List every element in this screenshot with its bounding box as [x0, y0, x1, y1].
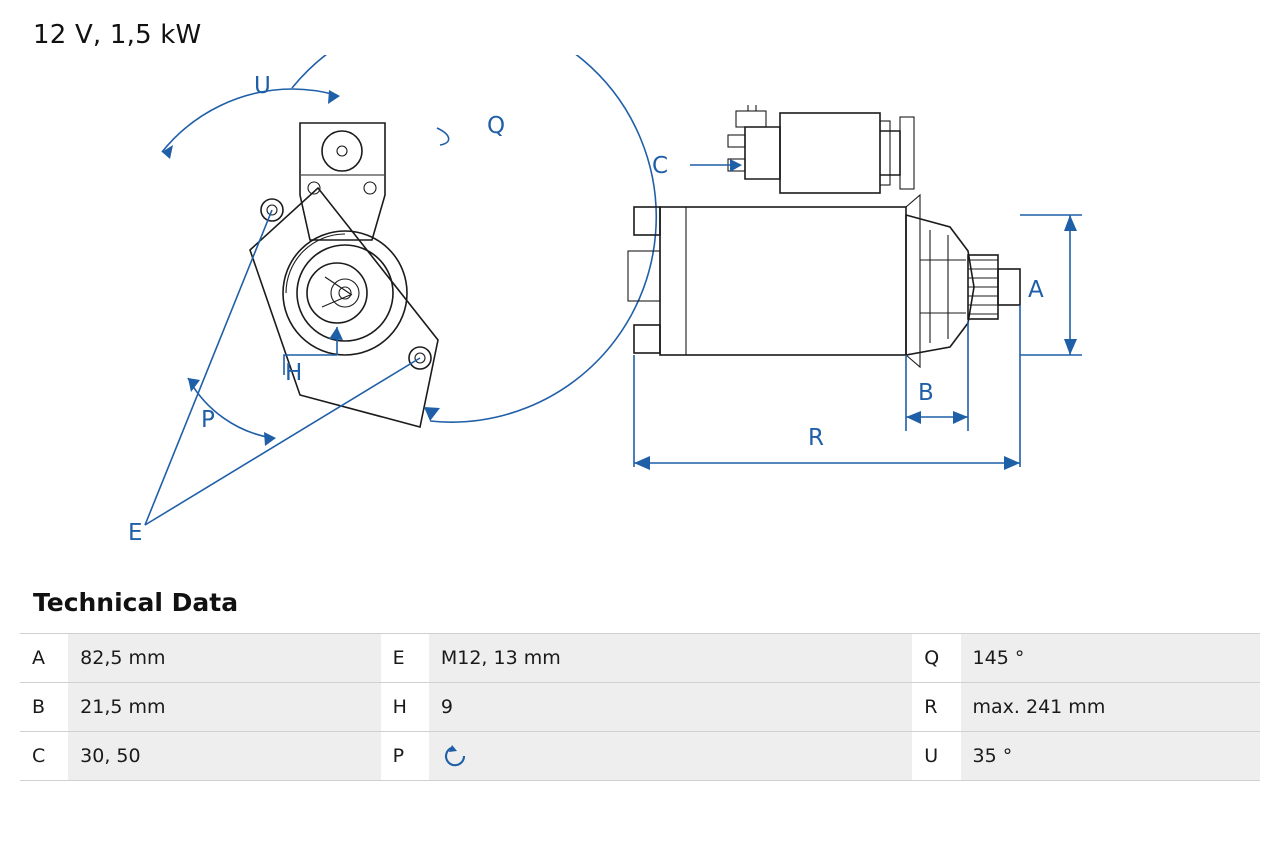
dim-label-A: A	[1028, 277, 1044, 303]
table-row	[20, 683, 1260, 732]
row-value-R: max. 241 mm	[961, 683, 1260, 732]
row-key-Q: Q	[912, 634, 960, 683]
row-key-R: R	[912, 683, 960, 732]
row-value-A: 82,5 mm	[68, 634, 381, 683]
dim-label-P: P	[201, 407, 215, 433]
row-value-H: 9	[429, 683, 912, 732]
row-value-Q: 145 °	[961, 634, 1260, 683]
table-row	[20, 634, 1260, 683]
row-key-A: A	[20, 634, 68, 683]
technical-data-table	[20, 633, 1260, 781]
row-value-P	[429, 732, 912, 781]
dim-label-B: B	[918, 380, 934, 406]
dim-label-E: E	[128, 520, 143, 546]
technical-drawings	[0, 55, 1280, 575]
dim-label-Q: Q	[487, 113, 506, 139]
technical-data-heading: Technical Data	[33, 588, 239, 617]
drawing-svg	[0, 55, 1280, 575]
dim-label-U: U	[254, 73, 271, 99]
row-value-C: 30, 50	[68, 732, 381, 781]
left-view-drawing	[128, 55, 656, 546]
dim-label-R: R	[808, 425, 824, 451]
rotation-direction-icon	[441, 742, 471, 770]
row-key-C: C	[20, 732, 68, 781]
row-value-B: 21,5 mm	[68, 683, 381, 732]
page-title: 12 V, 1,5 kW	[33, 20, 202, 50]
row-key-B: B	[20, 683, 68, 732]
dim-label-C: C	[652, 153, 669, 179]
row-key-E: E	[381, 634, 429, 683]
row-value-E: M12, 13 mm	[429, 634, 912, 683]
dim-label-H: H	[285, 360, 303, 386]
right-view-drawing	[628, 105, 1082, 470]
row-key-H: H	[381, 683, 429, 732]
row-value-U: 35 °	[961, 732, 1260, 781]
row-key-P: P	[381, 732, 429, 781]
row-key-U: U	[912, 732, 960, 781]
table-row	[20, 732, 1260, 781]
